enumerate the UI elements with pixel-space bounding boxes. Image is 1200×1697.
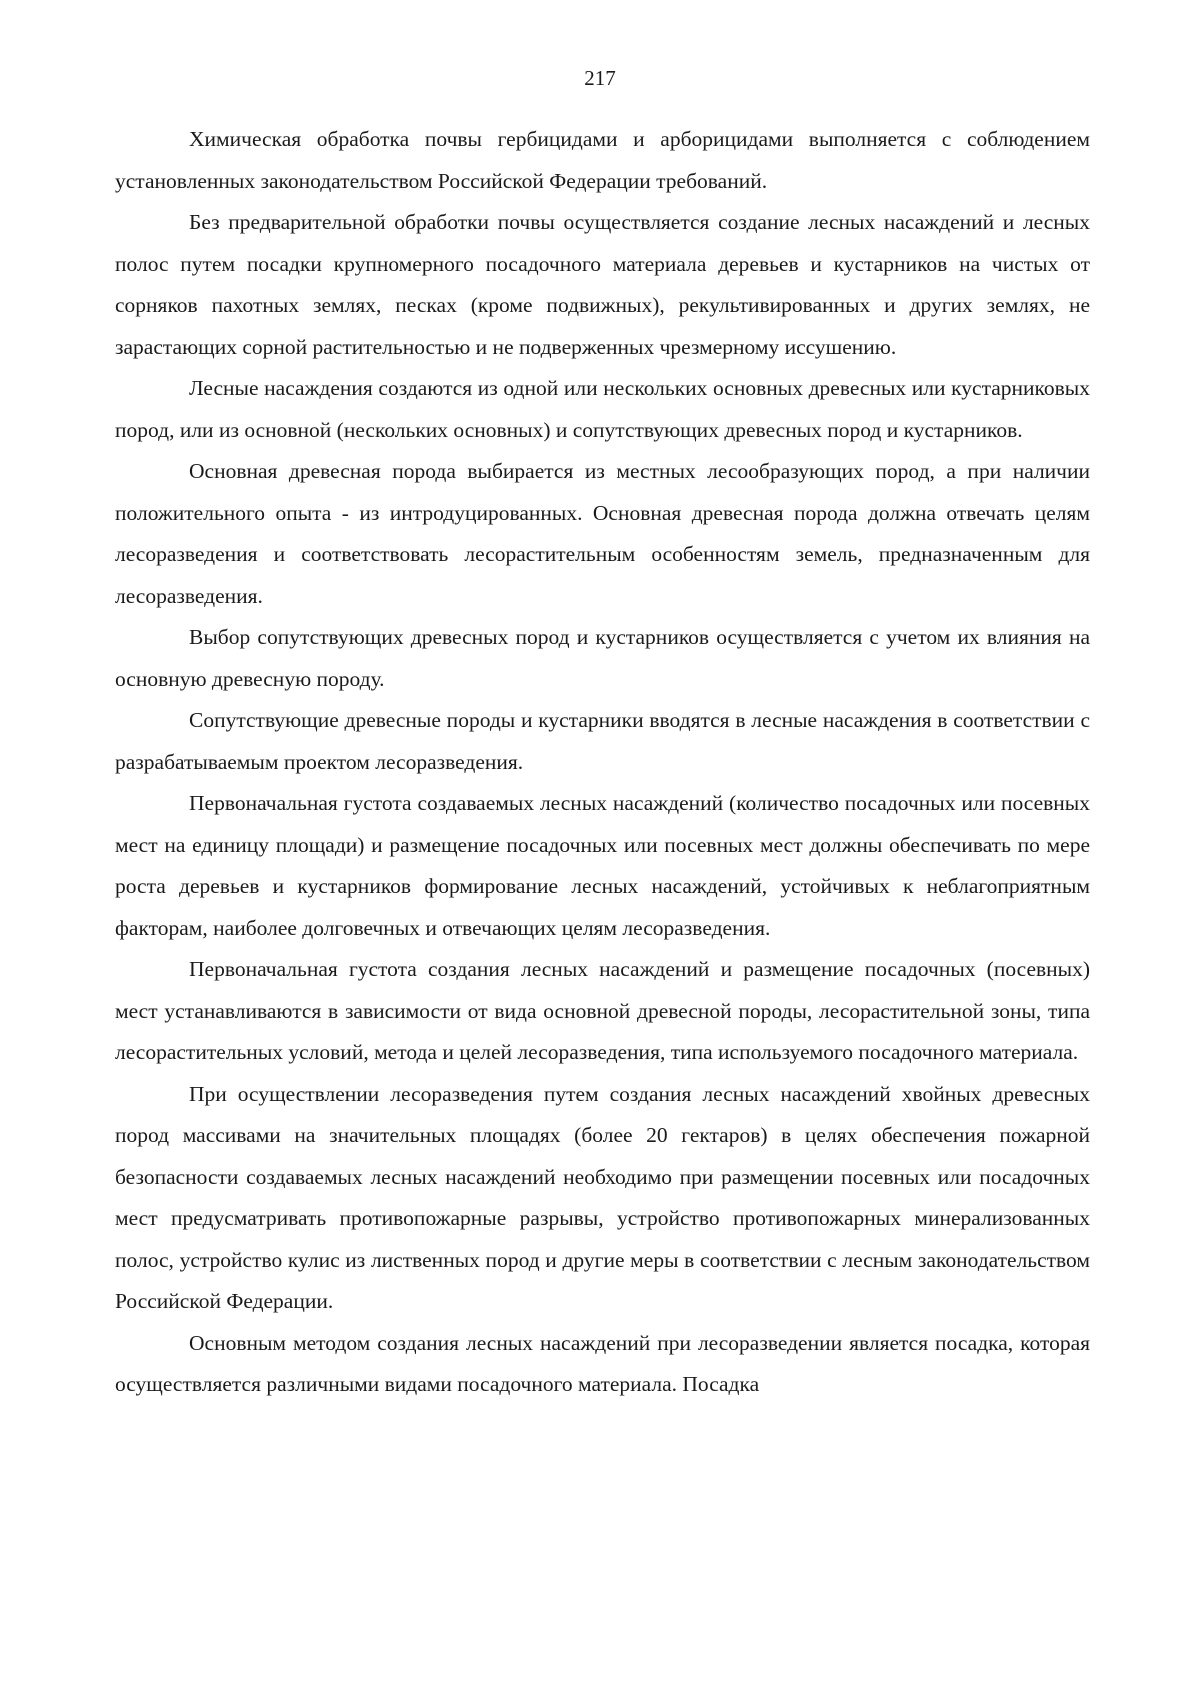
paragraph-density-factors: Первоначальная густота создания лесных насаждений и размещение посадочных (посевных) мест устанавливаются в зависимости от вида основной древесной породы, лесорастительной зоны, типа лесорастительных условий, метода и целей лесоразведения, типа используемого посадочного материала. — [115, 957, 1090, 1064]
paragraph-initial-density: Первоначальная густота создаваемых лесных насаждений (количество посадочных или посевных мест на единицу площади) и размещение посадочных или посевных мест должны обеспечивать по мере роста деревьев и кустарников формирование лесных насаждений, устойчивых к неблагоприятным факторам, наиболее долговечных и отвечающих целям лесоразведения. — [115, 791, 1090, 940]
paragraph-herbicide-treatment: Химическая обработка почвы гербицидами и арборицидами выполняется с соблюдением установленных законодательством Российской Федерации требований. — [115, 127, 1090, 193]
paragraph-planting-without-treatment: Без предварительной обработки почвы осуществляется создание лесных насаждений и лесных полос путем посадки крупномерного посадочного материала деревьев и кустарников на чистых от сорняков пахотных землях, песках (кроме подвижных), рекультивированных и других землях, не зарастающих сорной растительностью и не подверженных чрезмерному иссушению. — [115, 210, 1090, 359]
page-number: 217 — [584, 66, 616, 90]
paragraph-fire-safety: При осуществлении лесоразведения путем создания лесных насаждений хвойных древесных пород массивами на значительных площадях (более 20 гектаров) в целях обеспечения пожарной безопасности создаваемых лесных насаждений необходимо при размещении посевных или посадочных мест предусматривать противопожарные разрывы, устройство противопожарных минерализованных полос, устройство кулис из лиственных пород и другие меры в соответствии с лесным законодательством Российской Федерации. — [115, 1081, 1090, 1313]
document-body — [115, 119, 1090, 1406]
paragraph-accompanying-species-introduction: Сопутствующие древесные породы и кустарники вводятся в лесные насаждения в соответствии с разрабатываемым проектом лесоразведения. — [115, 708, 1090, 774]
paragraph-forest-composition: Лесные насаждения создаются из одной или нескольких основных древесных или кустарниковых пород, или из основной (нескольких основных) и сопутствующих древесных пород и кустарников. — [115, 376, 1090, 442]
paragraph-main-species: Основная древесная порода выбирается из местных лесообразующих пород, а при наличии положительного опыта - из интродуцированных. Основная древесная порода должна отвечать целям лесоразведения и соответствовать лесорастительным особенностям земель, предназначенным для лесоразведения. — [115, 459, 1090, 608]
paragraph-accompanying-species-choice: Выбор сопутствующих древесных пород и кустарников осуществляется с учетом их влияния на основную древесную породу. — [115, 625, 1090, 691]
paragraph-planting-method: Основным методом создания лесных насаждений при лесоразведении является посадка, которая осуществляется различными видами посадочного материала. Посадка — [115, 1330, 1090, 1396]
